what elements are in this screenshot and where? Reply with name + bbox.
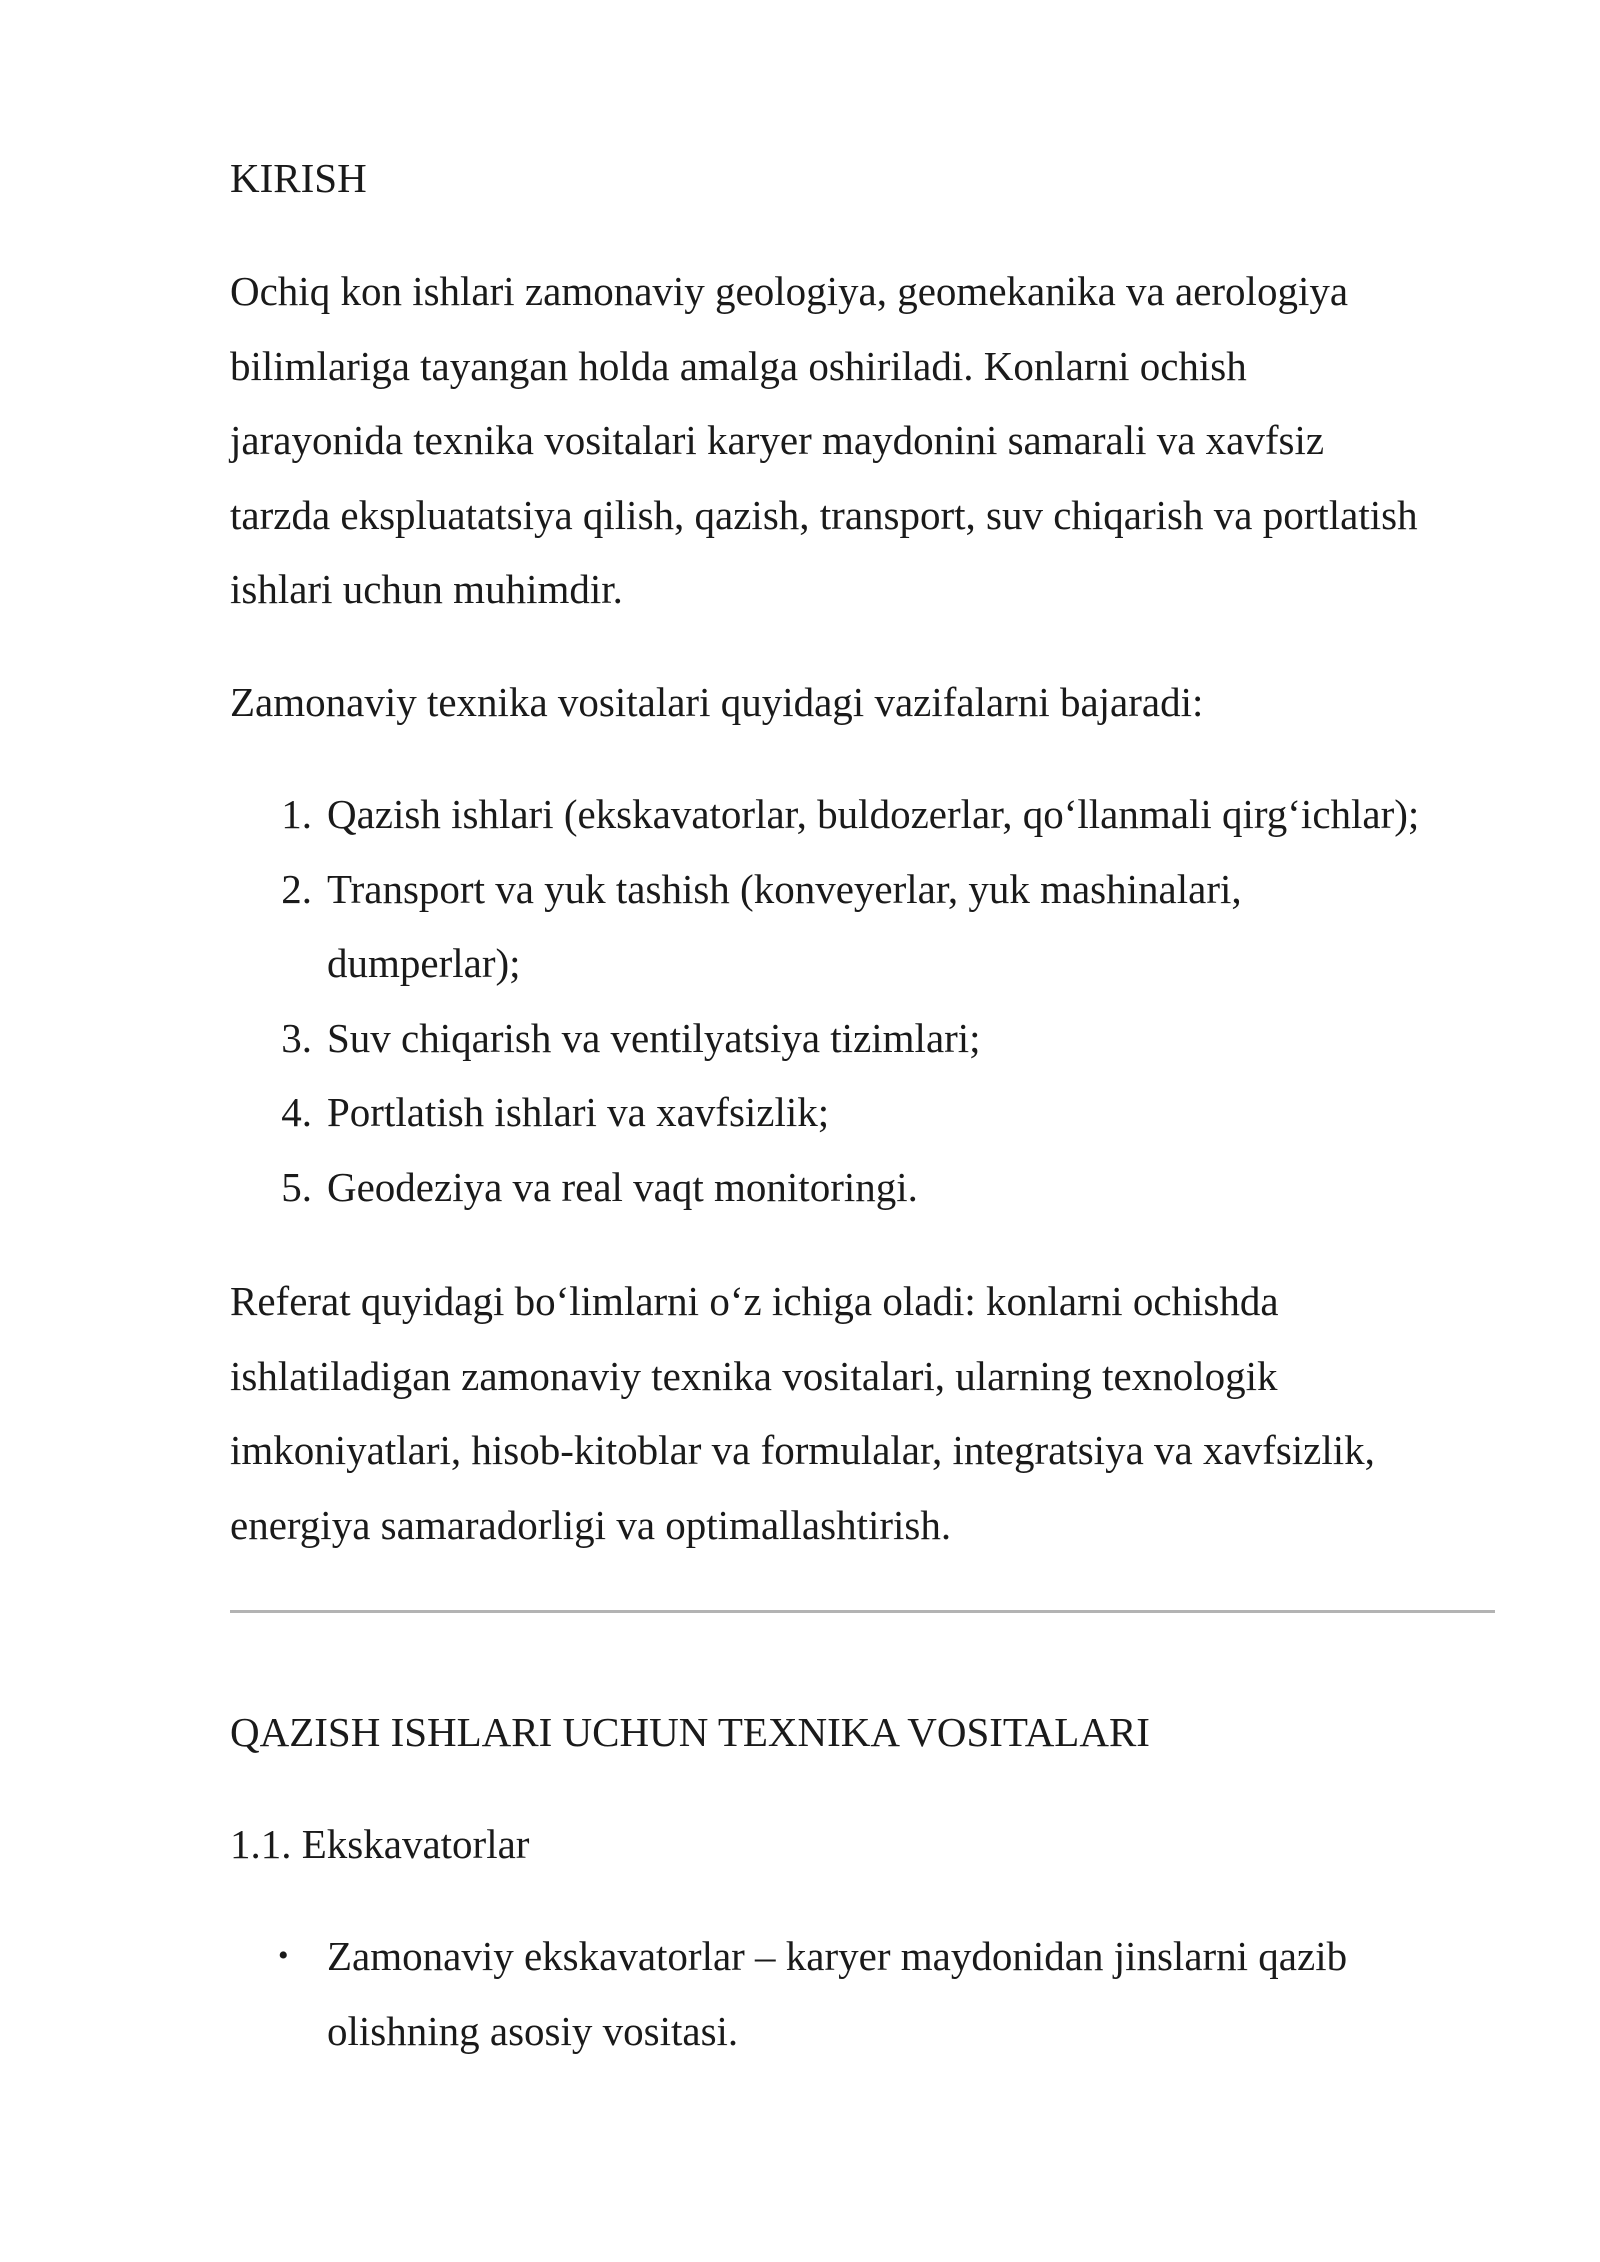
intro-paragraph-2 [230, 665, 1500, 740]
list-item-text: dumperlar); [327, 940, 521, 986]
paragraph-line: energiya samaradorligi va optimallashtirish. [230, 1501, 952, 1548]
list-item-text: Zamonaviy ekskavatorlar – karyer maydonidan jinslarni qazib [327, 1933, 1348, 1979]
list-number: 5. [281, 1163, 312, 1210]
list-item-text: Qazish ishlari (ekskavatorlar, buldozerlar, qo‘llanmali qirg‘ichlar); [327, 791, 1420, 837]
paragraph-line: jarayonida texnika vositalari karyer maydonini samarali va xavfsiz [230, 417, 1325, 463]
list-item [230, 1001, 1500, 1076]
list-item [230, 1075, 1500, 1150]
list-item-text: Transport va yuk tashish (konveyerlar, yuk mashinalari, [327, 865, 1242, 912]
intro-heading: KIRISH [230, 155, 367, 201]
bullet-list [230, 1919, 1500, 2068]
paragraph-line: imkoniyatlari, hisob-kitoblar va formulalar, integratsiya va xavfsizlik, [230, 1427, 1375, 1473]
list-item-text: olishning asosiy vositasi. [327, 2007, 739, 2054]
paragraph-line: tarzda ekspluatatsiya qilish, qazish, transport, suv chiqarish va portlatish [230, 491, 1418, 538]
list-item [230, 1919, 1500, 2068]
list-item-text: Geodeziya va real vaqt monitoringi. [327, 1163, 918, 1210]
intro-paragraph-1 [230, 254, 1500, 627]
paragraph-line: Referat quyidagi bo‘limlarni o‘z ichiga oladi: konlarni ochishda [230, 1278, 1279, 1324]
paragraph-line: bilimlariga tayangan holda amalga oshiriladi. Konlarni ochish [230, 342, 1247, 389]
paragraph-line: Ochiq kon ishlari zamonaviy geologiya, geomekanika va aerologiya [230, 268, 1349, 314]
tasks-list [230, 777, 1500, 1224]
intro-paragraph-3 [230, 1264, 1500, 1562]
list-number: 4. [281, 1089, 312, 1135]
list-number: 3. [281, 1014, 312, 1061]
paragraph-line: ishlari uchun muhimdir. [230, 566, 623, 612]
subsection-heading: 1.1. Ekskavatorlar [230, 1821, 530, 1867]
bullet-icon: • [278, 1939, 289, 1972]
section-divider [230, 1610, 1495, 1613]
list-item-text: Portlatish ishlari va xavfsizlik; [327, 1089, 830, 1135]
list-number: 1. [281, 791, 312, 837]
list-item-text: Suv chiqarish va ventilyatsiya tizimlari; [327, 1014, 981, 1061]
list-item [230, 852, 1500, 1001]
list-item [230, 777, 1500, 852]
list-item [230, 1150, 1500, 1225]
paragraph-line: ishlatiladigan zamonaviy texnika vositalari, ularning texnologik [230, 1352, 1278, 1399]
section-heading: QAZISH ISHLARI UCHUN TEXNIKA VOSITALARI [230, 1709, 1150, 1755]
list-number: 2. [281, 865, 312, 912]
paragraph-line: Zamonaviy texnika vositalari quyidagi vazifalarni bajaradi: [230, 679, 1204, 725]
